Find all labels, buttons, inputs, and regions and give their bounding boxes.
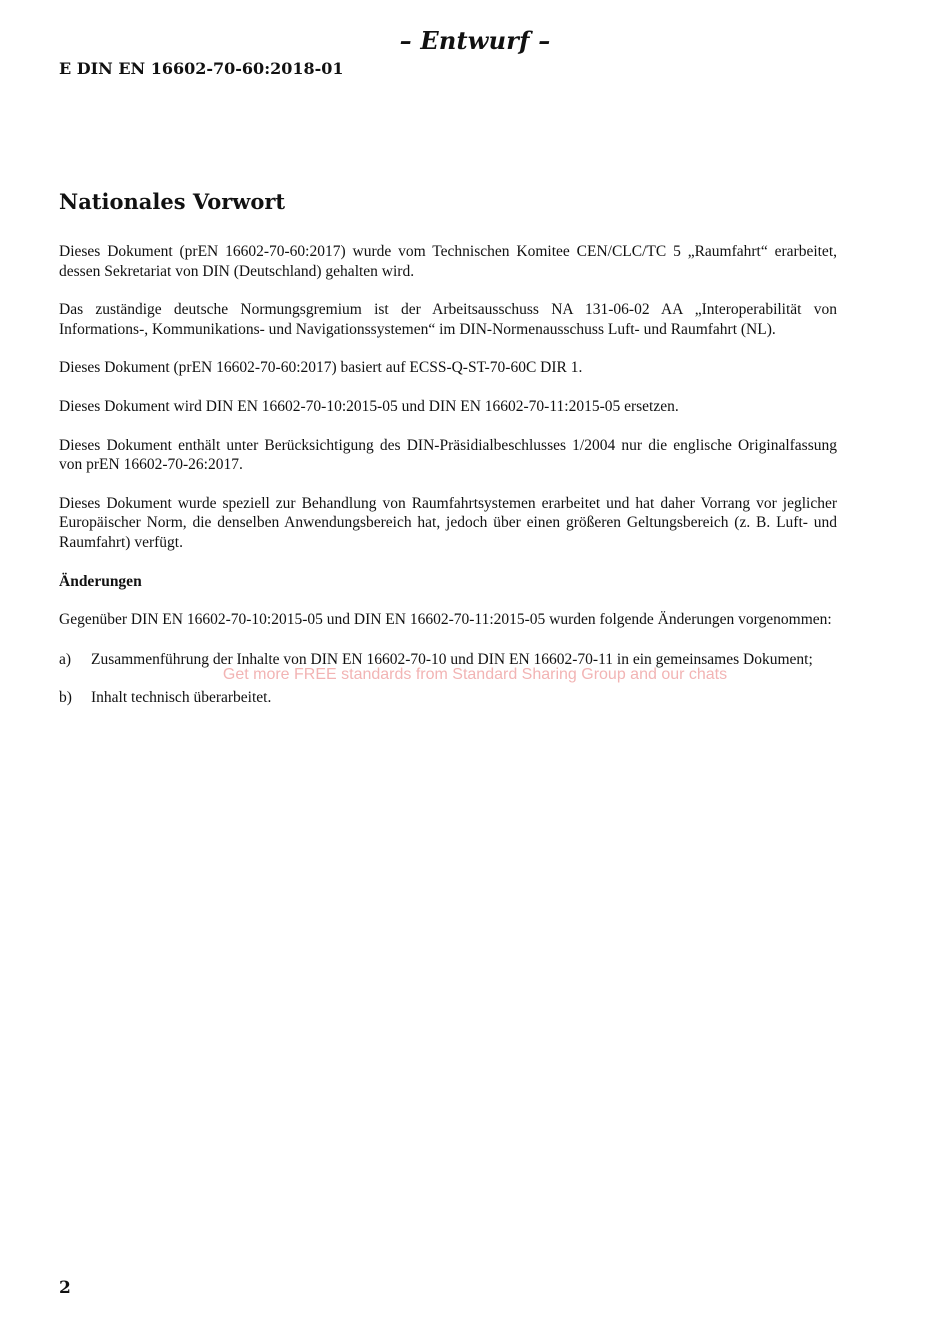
watermark-text: Get more FREE standards from Standard Sharing Group and our chats xyxy=(222,666,728,683)
document-id: E DIN EN 16602-70-60:2018-01 xyxy=(59,59,344,78)
list-item-text: Inhalt technisch überarbeitet. xyxy=(91,689,272,707)
main-content xyxy=(59,188,837,727)
paragraph-3: Dieses Dokument (prEN 16602-70-60:2017) basiert auf ECSS-Q-ST-70-60C DIR 1. xyxy=(59,359,583,377)
changes-heading: Änderungen xyxy=(59,572,142,590)
draft-banner: – Entwurf – xyxy=(399,26,551,55)
paragraph-4: Dieses Dokument wird DIN EN 16602-70-10:2015-05 und DIN EN 16602-70-11:2015-05 ersetzen. xyxy=(59,397,679,415)
list-item-text: Zusammenführung der Inhalte von DIN EN 16602-70-10 und DIN EN 16602-70-11 in ein gemeinsames Dokument; xyxy=(91,650,813,668)
list-marker: b) xyxy=(59,689,72,707)
list-spacer xyxy=(59,630,837,650)
paragraph-2: Das zuständige deutsche Normungsgremium ist der Arbeitsausschuss NA 131-06-02 AA „Interoperabilität von Informations-, Kommunikations- und Navigationssystemen“ im DIN-Normenausschuss Luft- und Raumfahrt (NL). xyxy=(59,301,837,338)
page-number: 2 xyxy=(59,1278,71,1298)
paragraph-5: Dieses Dokument enthält unter Berücksichtigung des DIN-Präsidialbeschlusses 1/2004 nur die englische Originalfassung von prEN 16602-70-26:2017. xyxy=(59,436,837,474)
paragraph-6: Dieses Dokument wurde speziell zur Behandlung von Raumfahrtsystemen erarbeitet und hat daher Vorrang vor jeglicher Europäischer Norm, die denselben Anwendungsbereich hat, jedoch über einen größeren Geltungsbereich (z. B. Luft- und Raumfahrt) verfügt. xyxy=(59,494,837,551)
section-title: Nationales Vorwort xyxy=(59,189,286,214)
changes-intro: Gegenüber DIN EN 16602-70-10:2015-05 und DIN EN 16602-70-11:2015-05 wurden folgende Änderungen vorgenommen: xyxy=(59,611,832,629)
list-marker: a) xyxy=(59,650,72,668)
paragraph-1: Dieses Dokument (prEN 16602-70-60:2017) wurde vom Technischen Komitee CEN/CLC/TC 5 „Raumfahrt“ erarbeitet, dessen Sekretariat von DIN (Deutschland) gehalten wird. xyxy=(59,243,837,280)
list-item xyxy=(59,688,837,708)
